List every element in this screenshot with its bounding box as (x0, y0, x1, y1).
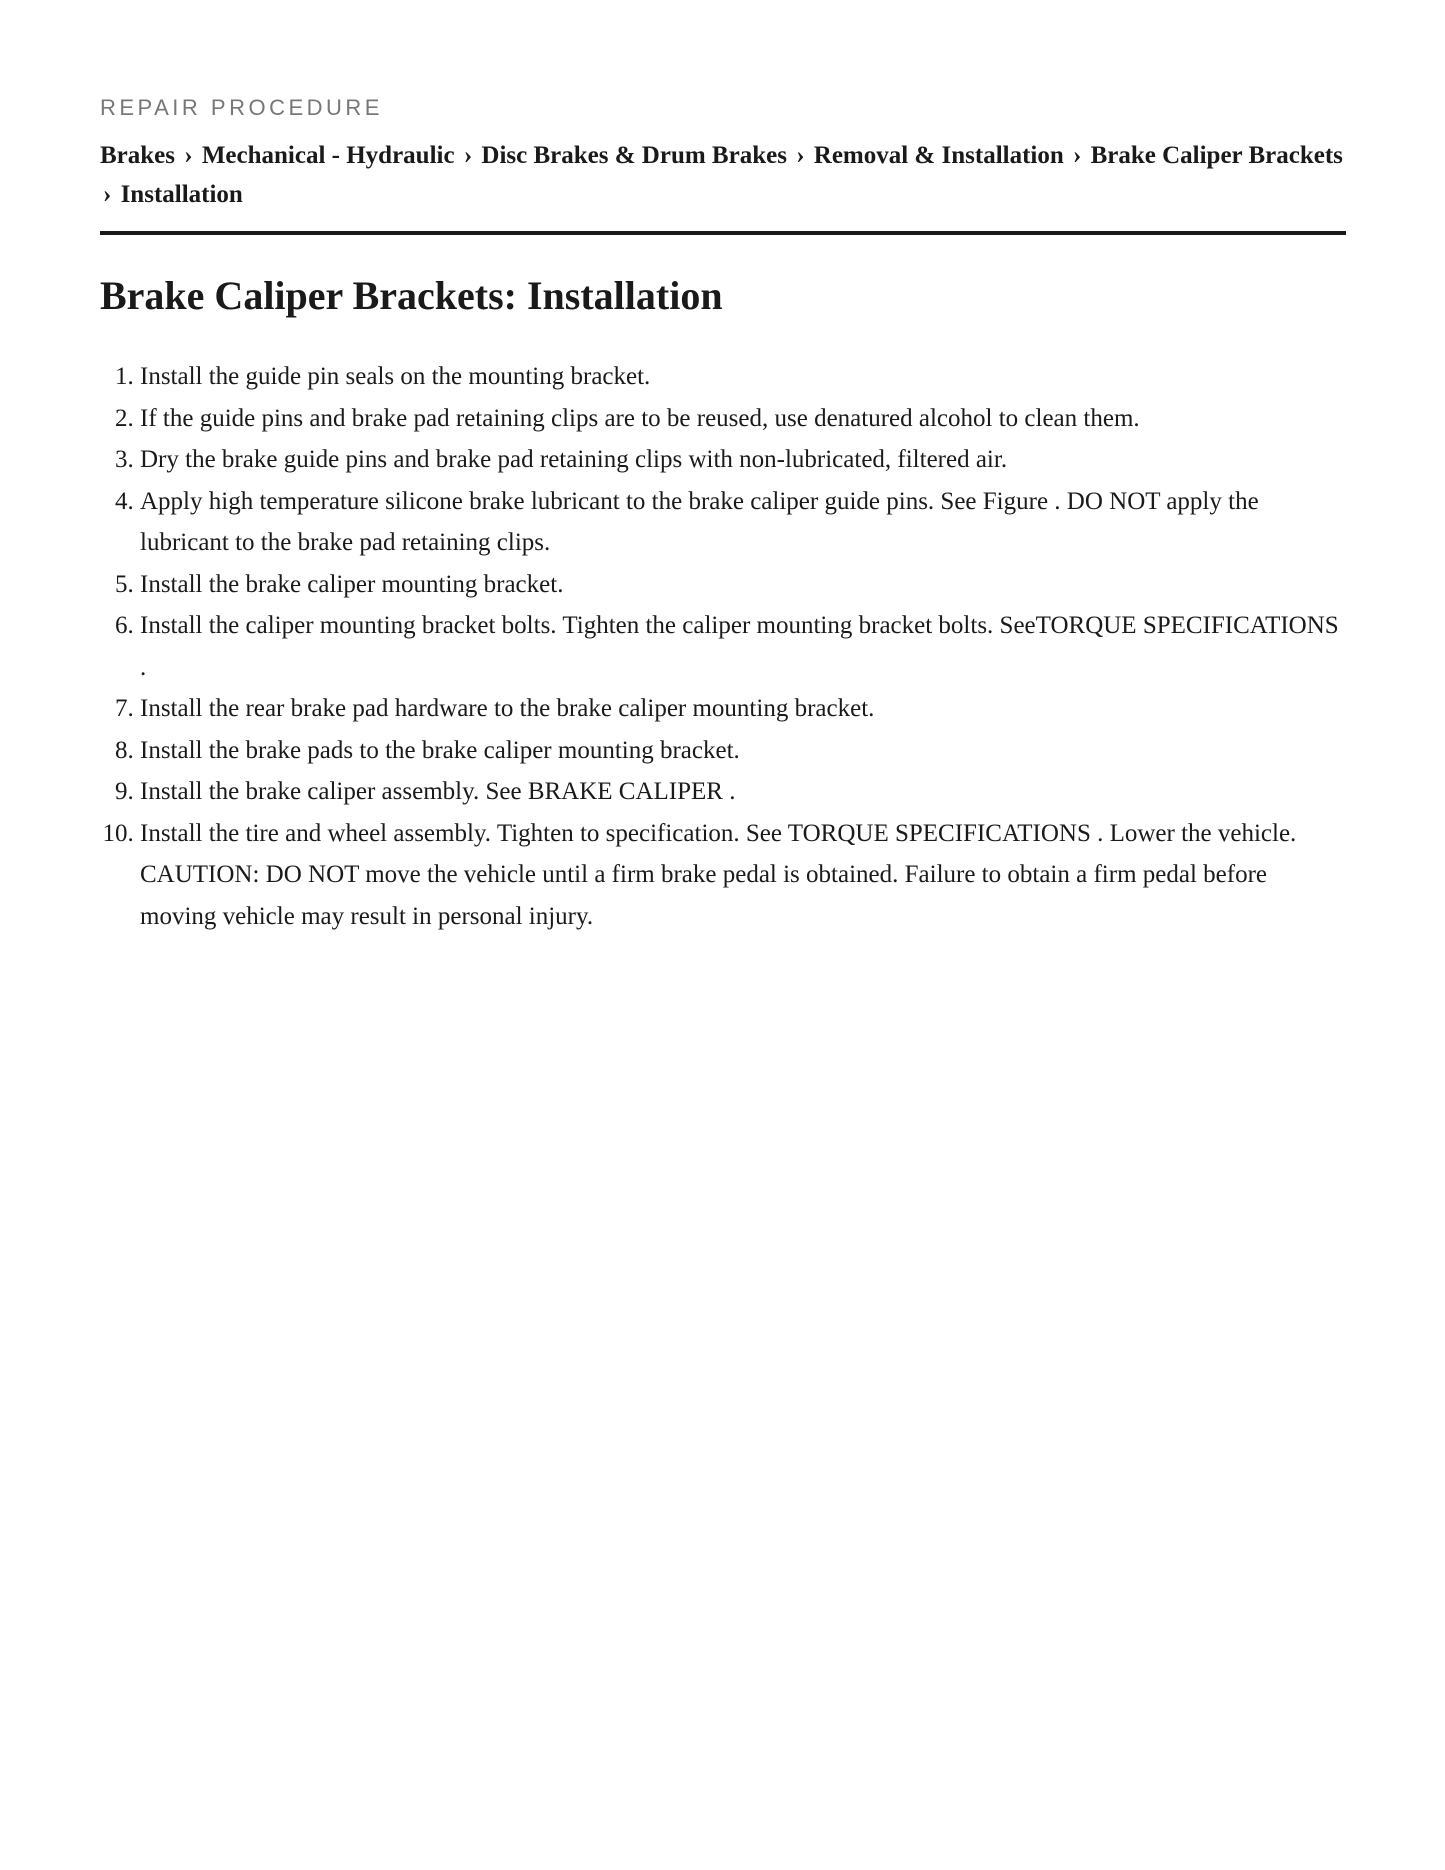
breadcrumb (100, 136, 1346, 214)
procedure-step: 1. Install the guide pin seals on the mounting bracket. (140, 356, 1346, 398)
breadcrumb-separator: › (103, 181, 112, 208)
breadcrumb-separator: › (1073, 142, 1082, 169)
procedure-step: 7. Install the rear brake pad hardware to the brake caliper mounting bracket. (140, 688, 1346, 730)
document-type-label: REPAIR PROCEDURE (100, 95, 383, 120)
procedure-step: 4. Apply high temperature silicone brake lubricant to the brake caliper guide pins. See Figure . DO NOT apply the lubricant to the brake pad retaining clips. (140, 481, 1346, 564)
breadcrumb-separator: › (796, 142, 805, 169)
breadcrumb-item-mechanical-hydraulic[interactable]: Mechanical - Hydraulic (201, 142, 455, 169)
procedure-steps-list (100, 356, 1346, 937)
breadcrumb-item-brakes[interactable]: Brakes (100, 142, 175, 169)
breadcrumb-item-brake-caliper-brackets[interactable]: Brake Caliper Brackets (1090, 142, 1343, 169)
page-title: Brake Caliper Brackets: Installation (100, 273, 723, 318)
procedure-step: 5. Install the brake caliper mounting bracket. (140, 564, 1346, 606)
procedure-step: 2. If the guide pins and brake pad retaining clips are to be reused, use denatured alcohol to clean them. (140, 398, 1346, 440)
caution-note: CAUTION: DO NOT move the vehicle until a firm brake pedal is obtained. Failure to obtain a firm pedal before moving vehicle may result in personal injury. (140, 861, 1267, 930)
header-divider (100, 231, 1346, 235)
procedure-step-final (140, 813, 1346, 938)
breadcrumb-item-removal-installation[interactable]: Removal & Installation (813, 142, 1064, 169)
procedure-step: 8. Install the brake pads to the brake caliper mounting bracket. (140, 730, 1346, 772)
breadcrumb-separator: › (184, 142, 193, 169)
breadcrumb-separator: › (463, 142, 473, 169)
procedure-step: 6. Install the caliper mounting bracket bolts. Tighten the caliper mounting bracket bolts. SeeTORQUE SPECIFICATIONS . (140, 605, 1346, 688)
breadcrumb-item-installation: Installation (120, 181, 243, 208)
document-page (100, 94, 1346, 937)
breadcrumb-item-disc-drum-brakes[interactable]: Disc Brakes & Drum Brakes (481, 142, 787, 169)
procedure-step: 3. Dry the brake guide pins and brake pad retaining clips with non-lubricated, filtered air. (140, 439, 1346, 481)
procedure-step-text: Install the tire and wheel assembly. Tighten to specification. See TORQUE SPECIFICATIONS . Lower the vehicle. (140, 819, 1297, 847)
procedure-step: 9. Install the brake caliper assembly. See BRAKE CALIPER . (140, 771, 1346, 813)
